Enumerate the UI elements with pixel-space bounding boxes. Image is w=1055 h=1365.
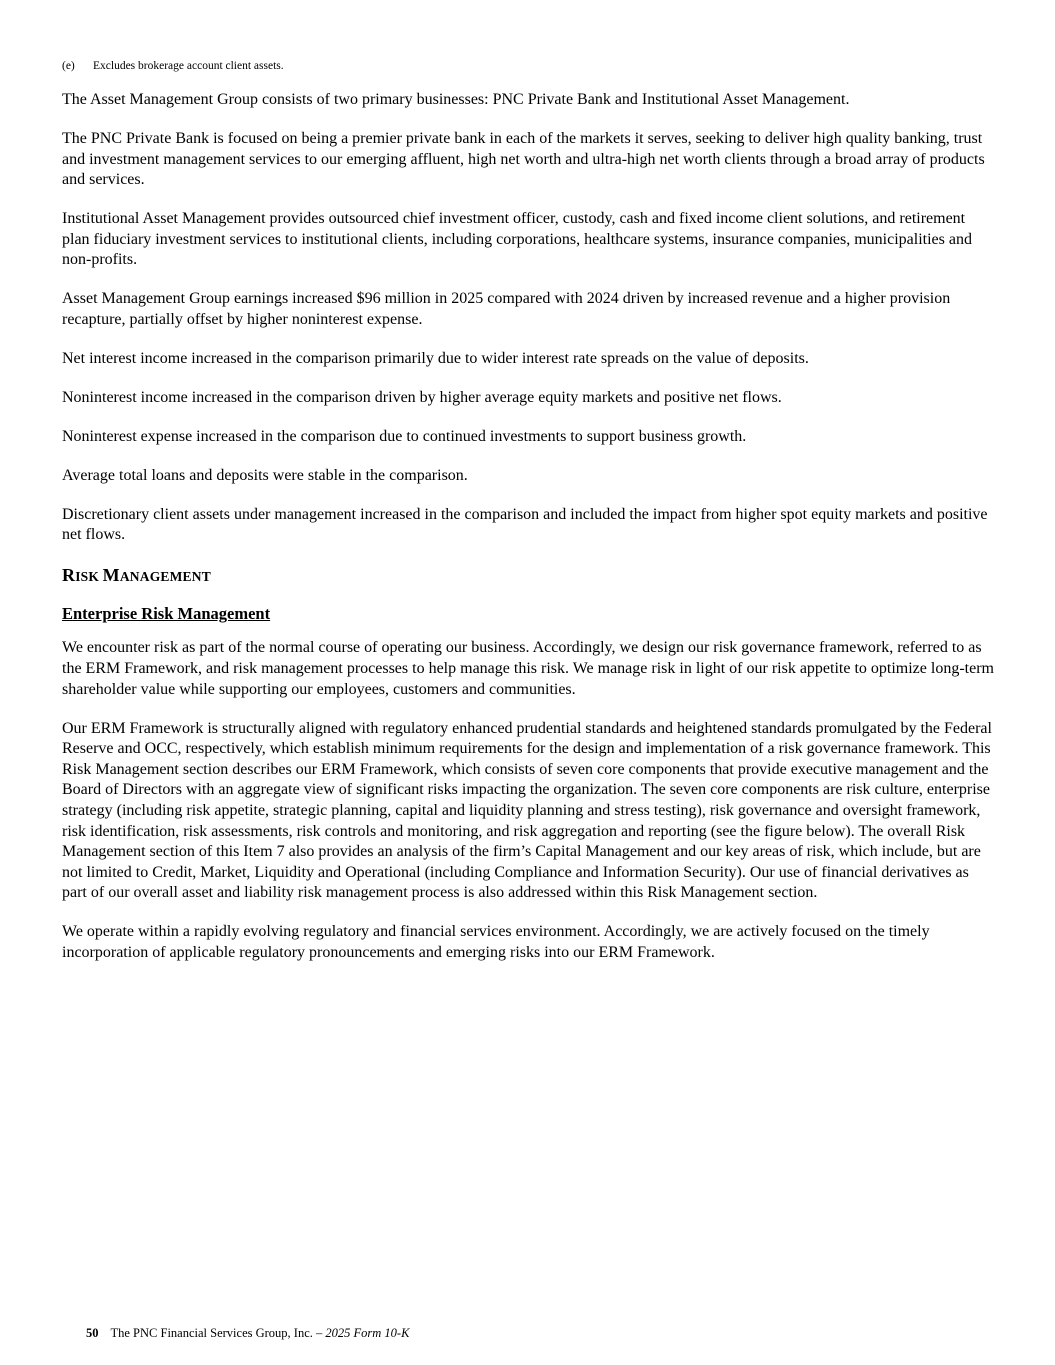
page-number: 50	[86, 1326, 99, 1340]
paragraph-amg-overview: The Asset Management Group consists of two primary businesses: PNC Private Bank and Institutional Asset Management.	[62, 91, 850, 108]
footer-form: 2025 Form 10-K	[325, 1326, 410, 1340]
footer-company: The PNC Financial Services Group, Inc. –	[110, 1326, 326, 1340]
subsection-title-erm: Enterprise Risk Management	[62, 604, 271, 624]
footnote-marker: (e)	[62, 60, 75, 72]
paragraph-earnings: Asset Management Group earnings increased $96 million in 2025 compared with 2024 driven by increased revenue and a higher provision recapture, partially offset by higher noninterest expense.	[62, 290, 951, 328]
paragraph-regulatory-environment: We operate within a rapidly evolving regulatory and financial services environment. Accordingly, we are actively focused on the timely incorporation of applicable regulatory pronouncements and emerging risks into our ERM Framework.	[62, 923, 930, 961]
paragraph-discretionary-assets: Discretionary client assets under management increased in the comparison and included the impact from higher spot equity markets and positive net flows.	[62, 505, 988, 544]
paragraph-risk-governance: We encounter risk as part of the normal course of operating our business. Accordingly, we design our risk governance framework, referred to as the ERM Framework, and risk management processes to help manage this risk. We manage risk in light of our risk appetite to optimize long-term shareholder value while supporting our employees, customers and communities.	[62, 639, 994, 698]
paragraph-loans-deposits: Average total loans and deposits were stable in the comparison.	[62, 466, 468, 484]
page-footer	[86, 1325, 409, 1341]
footnote-text: Excludes brokerage account client assets.	[93, 60, 284, 72]
footnote	[62, 58, 994, 74]
paragraph-private-bank: The PNC Private Bank is focused on being a premier private bank in each of the markets it serves, seeking to deliver high quality banking, trust and investment management services to our emerging affluent, high net worth and ultra-high net worth clients through a broad array of products and services.	[62, 129, 985, 189]
paragraph-noninterest-income: Noninterest income increased in the comparison driven by higher average equity markets and positive net flows.	[62, 388, 782, 406]
document-page	[62, 58, 994, 982]
paragraph-erm-framework: Our ERM Framework is structurally aligned with regulatory enhanced prudential standards and heightened standards promulgated by the Federal Reserve and OCC, respectively, which establish minimum requirements for the design and implementation of a risk governance framework. This Risk Management section describes our ERM Framework, which consists of seven core components that provide executive management and the Board of Directors with an aggregate view of significant risks impacting the organization. The seven core components are risk culture, enterprise strategy (including risk appetite, strategic planning, capital and liquidity planning and stress testing), risk governance and oversight framework, risk identification, risk assessments, risk controls and monitoring, and risk aggregation and reporting (see the figure below). The overall Risk Management section of this Item 7 also provides an analysis of the firm’s Capital Management and our key areas of risk, which include, but are not limited to Credit, Market, Liquidity and Operational (including Compliance and Information Security). Our use of financial derivatives as part of our overall asset and liability risk management process is also addressed within this Risk Management section.	[62, 719, 992, 902]
paragraph-institutional-am: Institutional Asset Management provides outsourced chief investment officer, custody, cash and fixed income client solutions, and retirement plan fiduciary investment services to institutional clients, including corporations, healthcare systems, insurance companies, municipalities and non-profits.	[62, 210, 972, 269]
paragraph-net-interest-income: Net interest income increased in the comparison primarily due to wider interest rate spreads on the value of deposits.	[62, 349, 809, 367]
paragraph-noninterest-expense: Noninterest expense increased in the comparison due to continued investments to support business growth.	[62, 427, 747, 445]
section-title-risk-management: RISK MANAGEMENT	[62, 565, 211, 586]
